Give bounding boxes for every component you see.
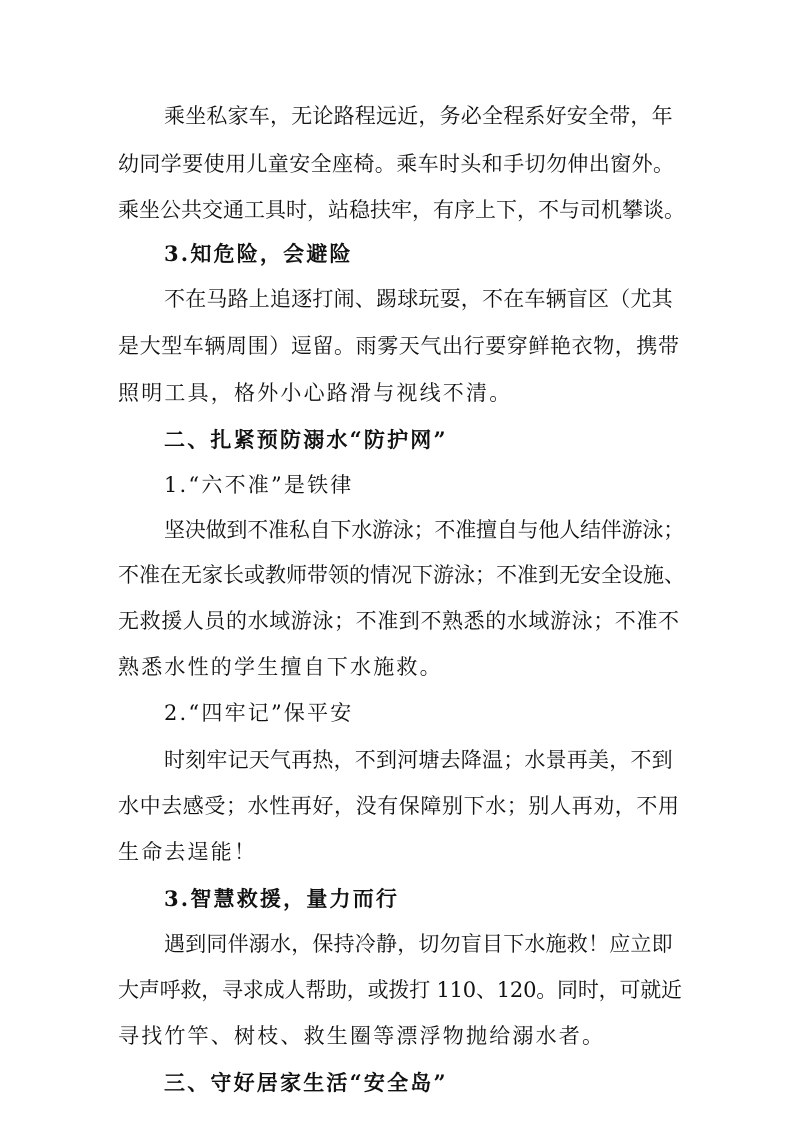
subheading: 1.“六不准”是铁律 [164, 473, 354, 497]
subheading: 3.知危险，会避险 [164, 241, 353, 266]
paragraph-line: 时刻牢记天气再热，不到河塘去降温；水景再美，不到 [164, 748, 673, 772]
paragraph-line: 照明工具，格外小心路滑与视线不清。 [118, 381, 513, 405]
paragraph-line: 寻找竹竿、树枝、救生圈等漂浮物抛给溺水者。 [118, 1024, 606, 1048]
paragraph-line: 坚决做到不准私自下水游泳；不准擅自与他人结伴游泳； [164, 518, 684, 542]
paragraph-line: 不准在无家长或教师带领的情况下游泳；不准到无安全设施、 [118, 563, 685, 587]
paragraph-line: 生命去逞能！ [118, 840, 258, 864]
section-heading: 三、守好居家生活“安全岛” [164, 1070, 448, 1095]
subheading: 2.“四牢记”保平安 [164, 701, 354, 725]
paragraph-line: 水中去感受；水性再好，没有保障别下水；别人再劝，不用 [118, 794, 680, 818]
paragraph-line: 不在马路上追逐打闹、踢球玩耍，不在车辆盲区（尤其 [164, 287, 673, 311]
subheading: 3.智慧救援，量力而行 [164, 886, 400, 911]
paragraph-line: 遇到同伴溺水，保持冷静，切勿盲目下水施救！应立即 [164, 932, 673, 956]
paragraph-line: 大声呼救，寻求成人帮助，或拨打 110、120。同时，可就近 [118, 978, 682, 1002]
paragraph-line: 无救援人员的水域游泳；不准到不熟悉的水域游泳；不准不 [118, 609, 680, 633]
paragraph-line: 乘坐私家车，无论路程远近，务必全程系好安全带，年 [164, 104, 673, 128]
paragraph-line: 熟悉水性的学生擅自下水施救。 [118, 655, 443, 679]
paragraph-line: 幼同学要使用儿童安全座椅。乘车时头和手切勿伸出窗外。 [118, 152, 675, 176]
paragraph-line: 是大型车辆周围）逗留。雨雾天气出行要穿鲜艳衣物，携带 [118, 334, 680, 358]
paragraph-line: 乘坐公共交通工具时，站稳扶牢，有序上下，不与司机攀谈。 [118, 198, 685, 222]
section-heading: 二、扎紧预防溺水“防护网” [164, 427, 448, 452]
